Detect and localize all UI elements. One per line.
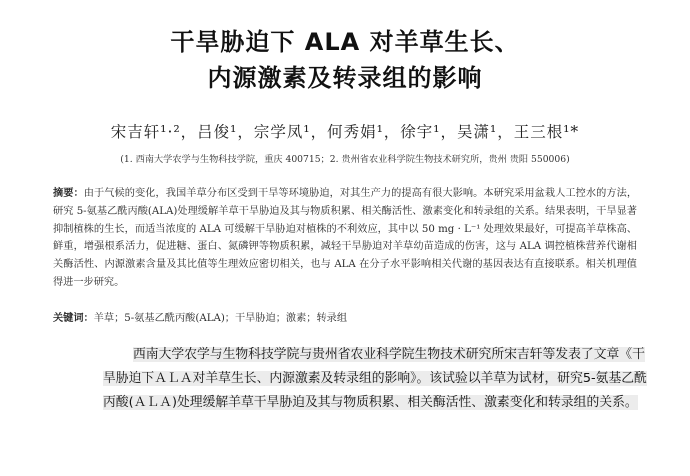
affiliations: (1. 西南大学农学与生物科技学院，重庆 400715；2. 贵州省农业科学院生物技术研究所，贵州 贵阳 550006) <box>120 154 570 165</box>
abstract <box>53 185 637 292</box>
keywords <box>53 311 637 327</box>
abstract-text: 由于气候的变化，我国羊草分布区受到干旱等环境胁迫，对其生产力的提高有很大影响。本研究采用盆栽人工控水的方法，研究 5-氨基乙酰丙酸(ALA)处理缓解羊草干旱胁迫及其与物质积累、相关酶活性、激素变化和转录组的关系。结果表明，干旱显著抑制植株的生长，而适当浓度的 ALA 可缓解干旱胁迫对植株的不利效应，其中以 50 mg · L⁻¹ 处理效果最好，可提高羊草株高、鲜重，增强根系活力，促进糖、蛋白、氮磷钾等物质积累，减轻干旱胁迫对羊草幼苗造成的伤害，这与 ALA 调控植株营养代谢相关酶活性、内源激素含量及其比值等生理效应密切相关，也与 ALA 在分子水平影响相关代谢的基因表达有直接联系。相关机理值得进一步研究。 <box>53 188 638 288</box>
author-list: 宋吉轩¹·²，吕俊¹，宗学凤¹，何秀娟¹，徐宇¹，吴潇¹，王三根¹* <box>110 123 580 141</box>
paper-title-line-2: 内源激素及转录组的影响 <box>207 64 483 92</box>
summary-paragraph <box>103 343 648 415</box>
paper-title-line-1: 干旱胁迫下 ALA 对羊草生长、 <box>170 28 520 56</box>
keywords-label: 关键词： <box>53 313 94 324</box>
abstract-label: 摘要： <box>53 188 84 199</box>
summary-text: 西南大学农学与生物科技学院与贵州省农业科学院生物技术研究所宋吉轩等发表了文章《干旱胁迫下ＡＬＡ对羊草生长、内源激素及转录组的影响》。该试验以羊草为试材，研究5-氨基乙酰丙酸(ＡＬＡ)处理缓解羊草干旱胁迫及其与物质积累、相关酶活性、激素变化和转录组的关系。 <box>103 347 647 410</box>
keywords-text: 羊草；5-氨基乙酰丙酸(ALA)；干旱胁迫；激素；转录组 <box>93 313 348 324</box>
